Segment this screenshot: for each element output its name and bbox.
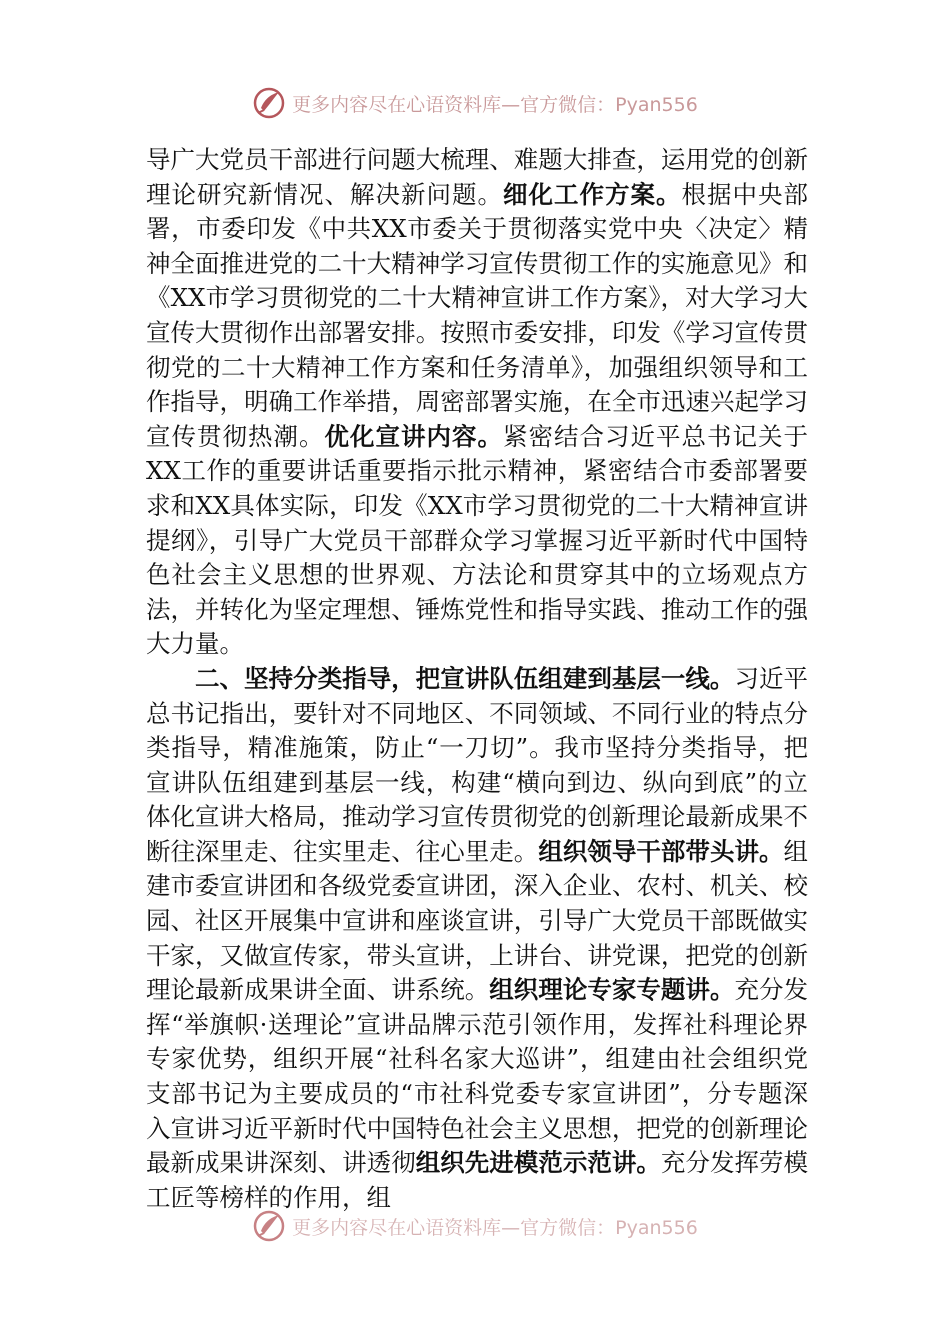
bold-heading-run: 组织先进模范示范讲。	[415, 1148, 661, 1178]
text-run: 导广大党员干部进行问题大梳理、难题大排查，运用党的创新理论研究新情况、解决新问题。	[146, 145, 808, 209]
bold-heading-run: 组织领导干部带头讲。	[538, 836, 784, 866]
text-run: 根据中央部署，市委印发《中共XX市委关于贯彻落实党中央〈决定〉精神全面推进党的二十大精神学习宣传贯彻工作的实施意见》和《XX市学习贯彻党的二十大精神宣讲工作方案》，对大学习大宣传大贯彻作出部署安排。按照市委安排，印发《学习宣传贯彻党的二十大精神工作方案和任务清单》，加强组织领导和工作指导，明确工作举措，周密部署实施，在全市迅速兴起学习宣传贯彻热潮。	[146, 179, 808, 451]
bold-heading-run: 组织理论专家专题讲。	[489, 975, 735, 1005]
text-run: 充分发挥“举旗帜·送理论”宣讲品牌示范引领作用，发挥社科理论界专家优势，组织开展“社科名家大巡讲”，组建由社会组织党支部书记为主要成员的“市社科党委专家宣讲团”，分专题深入宣讲习近平新时代中国特色社会主义思想，把党的创新理论最新成果讲深刻、讲透彻	[146, 975, 809, 1178]
paragraph	[146, 143, 808, 662]
watermark-text-footer: 更多内容尽在心语资料库—官方微信：Pyan556	[292, 1216, 698, 1239]
text-run: 紧密结合习近平总书记关于XX工作的重要讲话重要指示批示精神，紧密结合市委部署要求和XX具体实际，印发《XX市学习贯彻党的二十大精神宣讲提纲》，引导广大党员干部群众学习掌握习近平新时代中国特色社会主义思想的世界观、方法论和贯穿其中的立场观点方法，并转化为坚定理想、锤炼党性和指导实践、推动工作的强大力量。	[146, 421, 808, 659]
bold-heading-run: 细化工作方案。	[503, 179, 682, 209]
watermark-header	[0, 83, 950, 123]
text-run: 充分发挥劳模工匠等榜样的作用，组	[146, 1148, 809, 1212]
watermark-footer	[0, 1206, 950, 1246]
watermark-text: 更多内容尽在心语资料库—官方微信：Pyan556	[292, 93, 698, 116]
bold-heading-run: 二、坚持分类指导，把宣讲队伍组建到基层一线。	[195, 663, 735, 693]
brush-logo-icon	[252, 86, 286, 120]
text-run: 习近平总书记指出，要针对不同地区、不同领域、不同行业的特点分类指导，精准施策，防止“一刀切”。我市坚持分类指导，把宣讲队伍组建到基层一线，构建“横向到边、纵向到底”的立体化宣讲大格局，推动学习宣传贯彻党的创新理论最新成果不断往深里走、往实里走、往心里走。	[146, 663, 809, 866]
text-run: 组建市委宣讲团和各级党委宣讲团，深入企业、农村、机关、校园、社区开展集中宣讲和座谈宣讲，引导广大党员干部既做实干家，又做宣传家，带头宣讲，上讲台、讲党课，把党的创新理论最新成果讲全面、讲系统。	[146, 836, 809, 1005]
bold-heading-run: 优化宣讲内容。	[324, 421, 503, 451]
paragraph	[146, 662, 808, 1216]
brush-logo-icon	[252, 1209, 286, 1243]
document-body	[146, 143, 808, 1215]
